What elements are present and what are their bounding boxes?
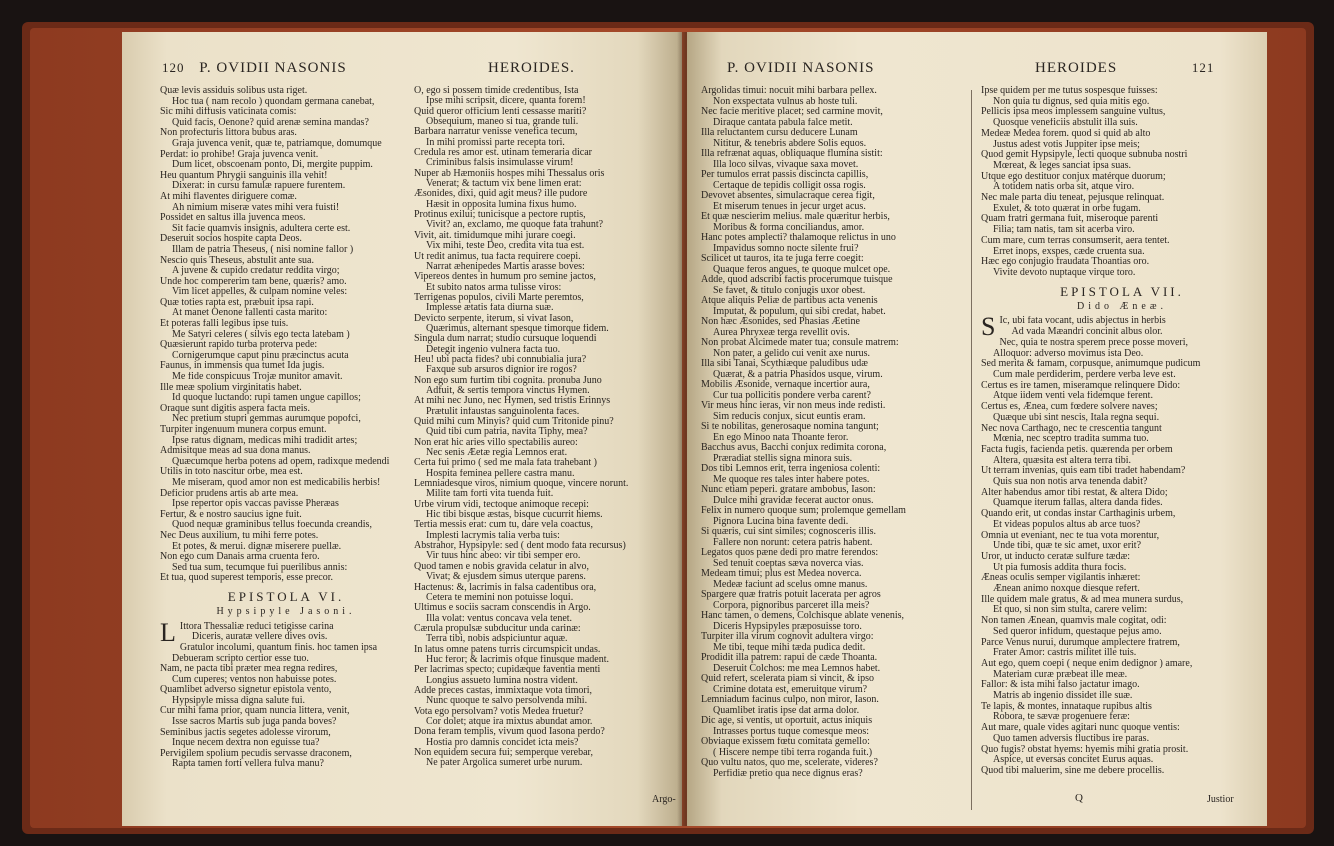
verse-line: Sit facie quamvis insignis, adultera certe est.: [172, 223, 351, 234]
verse-line: Me fide conspicuus Trojæ munitor amavit.: [172, 372, 343, 383]
verse-line: Scilicet ut tauros, ita te juga ferre coegit:: [701, 254, 864, 264]
verse-line: Gratulor incolumi, quantum finis. hoc tamen ipsa: [179, 642, 378, 653]
verse-line: Hoc tua ( nam recolo ) quondam germana canebat,: [172, 96, 375, 107]
verse-line: Mœnia, nec sceptro tradita summa tuo.: [993, 434, 1149, 445]
verse-line: Quo vultu natos, quo me, scelerate, videres?: [701, 758, 878, 768]
verse-line: Nunc etiam peperi. gratare ambobus, Iason:: [701, 485, 876, 495]
drop-cap: S: [981, 312, 996, 342]
verse-line: Pellicis ipsa meos implessem sanguine vultus,: [981, 107, 1166, 118]
verse-line: Te lapis, & montes, innataque rupibus altis: [981, 701, 1152, 712]
verse-line: Vivit? an, exclamo, me quoque fata trahunt?: [426, 220, 604, 231]
verse-line: Quam fratri germana fuit, miseroque parenti: [981, 214, 1159, 225]
verse-line: Faunus, in immensis qua tumet Ida jugis.: [160, 361, 325, 372]
verse-line: Terrigenas populos, civili Marte peremtos,: [414, 292, 584, 303]
verse-line: Abstrahor, Hypsipyle: sed ( dent modo fata recursus): [414, 541, 626, 552]
column-rule: [971, 90, 972, 810]
verse-line: Sed queror infidum, questaque pejus amo.: [993, 626, 1162, 637]
right-head-title: HEROIDES: [1035, 60, 1118, 76]
verse-line: Me miseram, quod amor non est medicabilis herbis!: [172, 477, 381, 488]
verse-line: Non tamen Ænean, quamvis male cogitat, odi:: [981, 616, 1167, 627]
verse-line: Prodidit illa patrem: rapui de cæde Thoanta.: [701, 653, 878, 663]
verse-line: Obviaque exissem fœtu comitata gemello:: [701, 737, 870, 747]
verse-line: Omnia ut eveniant, nec te tua vota morentur,: [981, 530, 1160, 541]
verse-line: Non pater, a gelido cui venit axe nurus.: [713, 348, 871, 359]
verse-line: Quis sua non notis arva tenenda dabit?: [993, 477, 1148, 488]
verse-line: Justus adest votis Juppiter ipse meis;: [993, 139, 1140, 150]
verse-line: Inque necem dextra non eguisse tua?: [172, 738, 320, 749]
verse-line: Non profecturis littora bubus aras.: [160, 128, 297, 139]
verse-line: Dic age, si ventis, ut oportuit, actus iniquis: [701, 716, 873, 726]
verse-line: Imputat, & populum, qui sibi credat, habet.: [713, 306, 886, 317]
verse-line: Medeam timui; plus est Medea noverca.: [701, 569, 862, 579]
verse-line: Credula res amor est. utinam temeraria dicar: [414, 148, 592, 159]
left-page: [122, 32, 682, 826]
verse-line: Dulce mihi gravidæ fecerat auctor onus.: [713, 495, 874, 506]
verse-line: Devicto serpente, iterum, si vivat Iason,: [414, 313, 574, 324]
verse-line: Admisitque meas ad sua dona manus.: [160, 446, 311, 457]
verse-line: Debueram scripto certior esse tuo.: [172, 653, 309, 664]
verse-line: Quærat, & a patria Phasidos usque, virum.: [713, 369, 883, 380]
verse-line: Tertia messis erat: cum tu, dare vela coactus,: [414, 520, 593, 531]
verse-line: Me tibi, teque mihi tæda pudica dedit.: [713, 642, 866, 653]
verse-line: Fallor: & ista mihi falso jactatur imago.: [981, 680, 1140, 691]
verse-line: Alter habendus amor tibi restat, & altera Dido;: [981, 487, 1168, 498]
right-page: [687, 32, 1267, 826]
right-page-column-1: [701, 86, 977, 779]
verse-line: Argolidas timui: nocuit mihi barbara pellex.: [701, 86, 877, 96]
verse-line: Ah nimium miseræ vates mihi vera fuisti!: [172, 202, 340, 213]
verse-line: Et tua, quod superest temporis, esse precor.: [160, 573, 334, 584]
verse-line: Ipse repertor opis vaccas pavisse Pheræas: [172, 499, 339, 510]
verse-line: Quid queror officium lenti cessasse mariti?: [414, 106, 587, 117]
left-head-title: HEROIDES.: [488, 60, 575, 76]
verse-line: Barbara narratur venisse venefica tecum,: [414, 127, 578, 138]
verse-line: Et potes, & merui. dignæ miserere puellæ.: [172, 541, 342, 552]
verse-line: Hanc potes amplecti? thalamoque relictus in uno: [701, 233, 896, 243]
verse-line: Aut ego, quem coepi ( neque enim dedignor ) amare,: [981, 658, 1193, 669]
verse-line: Et miserum tenues in jecur urget acus.: [713, 201, 866, 212]
verse-line: Nam, ne pacta tibi præter mea regna redires,: [160, 664, 338, 675]
verse-line: Et quæ nescierim melius. male quæritur herbis,: [701, 212, 890, 222]
verse-line: ( Hiscere nempe tibi terra roganda fuit.): [713, 747, 873, 758]
verse-line: Ut terram invenias, quis eam tibi tradet habendam?: [981, 466, 1186, 477]
verse-line: Milite tam forti vita tuenda fuit.: [426, 489, 554, 500]
verse-line: O, ego si possem timide credentibus, Ista: [414, 86, 579, 96]
verse-line: Parce Venus nurui, durumque amplectere fratrem,: [981, 637, 1180, 648]
verse-line: Ille meæ spolium virginitatis habet.: [160, 382, 302, 393]
verse-line: Hanc tamen, o demens, Colchisque ablate venenis,: [701, 611, 904, 621]
verse-line: Faxque sub arsuros dignior ire rogos?: [426, 365, 577, 376]
verse-line: Vir meus hinc ieras, vir non meus inde redisti.: [701, 401, 886, 411]
verse-line: Utque ego destituor conjux matérque duorum;: [981, 171, 1166, 182]
verse-line: Nec pretium stupri gemmas aurumque popofci,: [172, 414, 361, 425]
verse-line: Cur tua pollicitis pondere verba carent?: [713, 390, 871, 401]
verse-line: Vim licet appelles, & culpam nomine veles:: [172, 287, 348, 298]
verse-line: Implesse ætatis fata diurna suæ.: [426, 303, 554, 314]
verse-line: Heu quantum Phrygii sanguinis illa vehit!: [160, 170, 328, 181]
verse-line: Per tumulos errat passis discincta capillis,: [701, 170, 869, 180]
verse-line: Frater Amor: castris militet ille tuis.: [993, 648, 1137, 659]
verse-line: Quæcumque herba potens ad opem, radixque medendi: [172, 456, 390, 467]
verse-line: Ittora Thessaliæ reduci tetigisse carina: [179, 621, 334, 632]
verse-line: Certa fui primo ( sed me mala fata trahebant ): [414, 458, 597, 469]
verse-line: Longius assueto lumina nostra vident.: [426, 675, 578, 686]
left-page-column-1: [160, 86, 412, 770]
verse-line: Uror, ut inducto ceratæ sulfure tædæ:: [981, 551, 1131, 562]
verse-line: Sed tenuit coeptas sæva noverca vias.: [713, 558, 864, 569]
verse-line: Ad vada Mæandri concinit albus olor.: [1011, 327, 1163, 338]
left-page-number: 120: [162, 60, 185, 75]
verse-line: Narrat æhenipedes Martis arasse boves:: [426, 261, 585, 272]
epistle-body: [160, 617, 412, 770]
verse-line: Terra tibi, nobis adspiciuntur aquæ.: [426, 634, 568, 645]
verse-line: Dona feram templis, vivum quod Iasona perdo?: [414, 727, 605, 738]
verse-line: Quid refert, scelerata piam si vincit, & ipso: [701, 674, 875, 684]
verse-line: Vix mihi, teste Deo, credita vita tua est.: [426, 241, 585, 252]
verse-line: A juvene & cupido credatur reddita virgo;: [172, 266, 340, 277]
verse-line: Fertur, & e nostro saucius igne fuit.: [160, 509, 302, 520]
verse-line: Et quo, si non sim stulta, carere velim:: [993, 605, 1148, 616]
right-running-head: [1035, 60, 1214, 77]
verse-line: Quod nequæ graminibus tellus foecunda creandis,: [172, 520, 372, 531]
verse-line: Quæ levis assiduis solibus usta riget.: [160, 86, 308, 96]
verse-line: Nuper ab Hæmoniis hospes mihi Thessalus oris: [414, 168, 605, 179]
verse-line: Hactenus: &, lacrimis in falsa cadentibus ora,: [414, 582, 597, 593]
verse-line: In mihi promissi parte recepta tori.: [426, 137, 565, 148]
verse-line: Deficior prudens artis ab arte mea.: [160, 488, 299, 499]
verse-line: Cum mare, cum terras consumserit, aera tentet.: [981, 235, 1170, 246]
verse-line: Se favet, & titulo conjugis uxor obest.: [713, 285, 866, 296]
verse-line: Cum cuperes; ventos non habuisse potes.: [172, 674, 337, 685]
verse-line: Ipse mihi scripsit, dicere, quanta forem!: [426, 96, 586, 107]
verse-line: Nec nova Carthago, nec te crescentia tangunt: [981, 423, 1162, 434]
epistle-title: EPISTOLA VII.: [1060, 283, 1184, 299]
drop-cap: L: [160, 617, 176, 647]
verse-line: Cetera te memini non potuisse loqui.: [426, 592, 574, 603]
verse-line: Lemniadesque viros, nimium quoque, vincere norunt.: [414, 479, 629, 490]
verse-line: Æneas oculis semper vigilantis inhæret:: [981, 573, 1141, 584]
verse-line: Per lacrimas specto; cupidæque faventia menti: [414, 665, 601, 676]
verse-line: Diceris Hypsipyles præposuisse toro.: [713, 621, 862, 632]
verse-line: Me quoque res tales inter habere potes.: [713, 474, 870, 485]
verse-line: Possidet en saltus illa juvenca meos.: [160, 213, 306, 224]
verse-line: Medeæ Medea forem. quod si quid ab alto: [981, 128, 1151, 139]
verse-line: Lemniadum facinus culpo, non miror, Iason.: [701, 695, 879, 705]
verse-line: Non equidem secura fui; semperque verebar,: [414, 748, 593, 758]
verse-line: Nescio quis Theseus, abstulit ante sua.: [160, 255, 314, 266]
verse-line: Spargere quæ fratris potuit lacerata per agros: [701, 590, 881, 600]
verse-line: En ego Minoo nata Thoante feror.: [713, 432, 849, 443]
verse-line: At mihi flaventes diriguere comæ.: [160, 191, 297, 202]
verse-line: Cor dolet; atque ira mixtus abundat amor.: [426, 716, 593, 727]
left-running-head: [162, 60, 347, 77]
verse-line: Robora, te sævæ progenuere feræ:: [993, 712, 1130, 723]
verse-line: Ut pia fumosis addita thura focis.: [993, 562, 1127, 573]
verse-line: Alloquor: adverso movimus ista Deo.: [993, 348, 1144, 359]
verse-line: Hæsit in opposita lumina fixus humo.: [426, 199, 577, 210]
left-catchword: Argo-: [652, 794, 676, 805]
verse-line: Illa refrænat aquas, obliquaque flumina sistit:: [701, 149, 883, 159]
verse-line: Non erat hic aries villo spectabilis aureo:: [414, 437, 578, 448]
verse-line: Quamlibet adverso signetur epistola vento,: [160, 685, 332, 696]
verse-line: Prætulit infaustas sanguinolenta faces.: [426, 406, 580, 417]
verse-line: Adde preces castas, immixtaque vota timori,: [414, 685, 593, 696]
verse-line: Hospita feminea pellere castra manu.: [426, 468, 575, 479]
verse-line: Nititur, & tenebris abdere Solis equos.: [713, 138, 867, 149]
verse-line: Pignora Lucina bina favente dedi.: [713, 516, 849, 527]
verse-line: Id quoque luctando: rupi tamen ungue capillos;: [172, 393, 361, 404]
verse-line: Quærimus, alternant spesque timorque fidem.: [426, 323, 609, 334]
verse-line: Quid facis, Oenone? quid arenæ semina mandas?: [172, 117, 369, 128]
verse-line: Sed tua sum, tecumque fui puerilibus annis:: [172, 562, 348, 573]
verse-line: Vivite devoto nuptaque virque toro.: [993, 267, 1136, 278]
verse-line: Nec senis Æetæ regia Lemnos erat.: [426, 448, 568, 459]
verse-line: Perdat: io prohibe! Graja juvenca venit.: [160, 149, 319, 160]
verse-line: Aspice, ut eversas concitet Eurus aquas.: [993, 755, 1154, 766]
verse-line: Heu! ubi pacta fides? ubi connubialia jura?: [414, 354, 587, 365]
verse-line: Nec facie meritive placet; sed carmine movit,: [701, 107, 883, 117]
verse-line: Ne pater Argolica sumeret urbe nurum.: [426, 758, 583, 769]
verse-line: Dum licet, obscoenam ponto, Di, mergite puppim.: [172, 160, 373, 171]
verse-line: Ultimus e sociis sacram conscendis in Argo.: [414, 603, 591, 614]
verse-line: Aurea Phryxeæ terga revellit ovis.: [713, 327, 850, 338]
verse-line: Adfuit, & sertis tempora vinctus Hymen.: [426, 385, 590, 396]
verse-line: Illam de patria Theseus, ( nisi nomine fallor ): [172, 244, 354, 255]
verse-line: Singula dum narrat; studio cursuque loquendi: [414, 334, 597, 345]
verse-line: Rapta tamen forti vellera fulva manu?: [172, 759, 324, 770]
verse-line: Unde hoc compererim tam bene, quæris? amo.: [160, 276, 347, 287]
verse-line: Quæque ubi sint nescis, Itala regna sequi.: [993, 412, 1160, 423]
verse-line: Et videas populos altus ab arce tuos?: [993, 519, 1141, 530]
verse-line: Vota ego persolvam? votis Medea fruetur?: [414, 706, 584, 717]
verse-line: Quæsierunt rapido turba proterva pede:: [160, 340, 318, 351]
right-head-author: P. OVIDII NASONIS: [727, 60, 875, 76]
verse-line: Non quia tu dignus, sed quia mitis ego.: [993, 96, 1150, 107]
verse-line: Illa loco silvas, vivaque saxa movet.: [713, 159, 859, 170]
verse-line: Isse sacros Martis sub juga panda boves?: [172, 717, 337, 728]
verse-line: Impavidus somno nocte silente frui?: [713, 243, 859, 254]
verse-line: Nunc quoque te salvo persolvenda mihi.: [426, 696, 588, 707]
verse-line: Adde, quod adscribi factis procerumque tuisque: [701, 275, 893, 285]
verse-line: Medeæ faciunt ad scelus omne manus.: [713, 579, 868, 590]
verse-line: Cum male perdiderim, perdere verba leve est.: [993, 369, 1176, 380]
verse-line: Devovet absentes, simulacraque cerea figit,: [701, 191, 875, 201]
verse-line: Intrasses portus tuque comesque meos:: [713, 726, 870, 737]
verse-line: Vipereos dentes in humum pro semine jactos,: [414, 272, 596, 283]
verse-line: Atque iidem venti vela fidemque ferent.: [993, 391, 1153, 402]
verse-line: Æsonides, dixi, quid agit meus? ille pudore: [414, 189, 588, 200]
verse-line: At manet Oenone fallenti casta marito:: [172, 308, 328, 319]
book-cover: [22, 22, 1314, 834]
verse-line: Non probat Alcimede mater tua; consule matrem:: [701, 338, 899, 348]
left-page-column-2: [414, 86, 676, 769]
verse-line: Implesti lacrymis talia verba tuis:: [426, 530, 560, 541]
verse-line: Non ego cum Danais arma cruenta fero.: [160, 552, 320, 563]
verse-line: Hostia pro damnis concidet icta meis?: [426, 737, 579, 748]
verse-line: Quaque feros angues, te quoque mulcet ope.: [713, 264, 891, 275]
verse-line: Crimine dotata est, emeruitque virum?: [713, 684, 868, 695]
verse-line: Huc feror; & lacrimis ofque finusque madent.: [426, 654, 609, 665]
verse-line: Oraque sunt digitis aspera facta meis.: [160, 403, 310, 414]
verse-line: Si te nobilitas, generosaque nomina tangunt;: [701, 422, 879, 432]
verse-line: Venerat; & tactum vix bene limen erat:: [426, 179, 582, 190]
verse-line: Cornigerumque caput pinu præcinctus acuta: [172, 350, 349, 361]
verse-line: Et subito natos arma tulisse viros:: [426, 282, 562, 293]
verse-line: Urbe virum vidi, tectoque animoque recepi:: [414, 499, 589, 510]
verse-line: Quamlibet iratis ipse dat arma dolor.: [713, 705, 860, 716]
verse-line: A totidem natis orba sit, atque viro.: [993, 182, 1135, 193]
verse-line: Criminibus falsis insimulasse virum!: [426, 158, 574, 169]
verse-line: Moribus & forma conciliandus, amor.: [713, 222, 865, 233]
verse-line: Pervigilem spolium pecudis servasse draconem,: [160, 748, 352, 759]
verse-line: Quæ toties rapta est, præbuit ipsa rapi.: [160, 297, 314, 308]
verse-line: Dixerat: in cursu famulæ rapuere furentem.: [172, 181, 346, 192]
right-catchword: Justior: [1207, 794, 1234, 805]
verse-line: Felix in numero quoque sum; prolemque gemellam: [701, 506, 906, 516]
verse-line: Sic mihi diffusis vaticinata comis:: [160, 107, 297, 118]
verse-line: Certus es, Ænea, cum fœdere solvere naves;: [981, 402, 1158, 413]
verse-line: Aut mare, quale vides agitari nunc quoque ventis:: [981, 723, 1180, 734]
verse-line: Graja juvenca venit, quæ te, patriamque, domumque: [172, 138, 382, 149]
verse-line: Sed merita & famam, corpusque, animumque pudicum: [981, 359, 1201, 370]
verse-line: Dos tibi Lemnos erit, terra ingeniosa colenti:: [701, 464, 881, 474]
verse-line: Quid mihi cum Minyis? quid cum Tritonide pinu?: [414, 417, 614, 427]
verse-line: Quod tibi maluerim, sine me debere procellis.: [981, 766, 1165, 776]
verse-line: Nec Deus auxilium, tu mihi ferre potes.: [160, 530, 319, 541]
verse-line: Ænean animo noxque diesque refert.: [993, 584, 1140, 595]
verse-line: Perfidiæ pretio qua nece dignus eras?: [713, 768, 863, 779]
verse-line: Ic, ubi fata vocant, udis abjectus in herbis: [999, 316, 1166, 327]
verse-line: Hypsipyle missa digna salute fui.: [172, 695, 306, 706]
verse-line: Si quæris, cui sint similes; cognosceris illis.: [701, 527, 876, 537]
verse-line: Quid tibi cum patria, navita Tiphy, mea?: [426, 427, 588, 438]
verse-line: Ille quidem male gratus, & ad mea munera surdus,: [981, 594, 1184, 605]
verse-line: Atque aliquis Peliæ de partibus acta venenis: [701, 296, 878, 306]
verse-line: Cærula propulsæ subducitur unda carinæ:: [414, 623, 581, 634]
right-page-number: 121: [1191, 60, 1215, 75]
verse-line: Detegit ingenio vulnera facta tuo.: [426, 344, 561, 355]
verse-line: Hæc ego conjugio fraudata Thoantias oro.: [981, 257, 1150, 268]
verse-line: Quosque veneficiis abstulit illa suis.: [993, 118, 1138, 129]
verse-line: Præradiat stellis signa minora suis.: [713, 453, 853, 464]
epistle-body: [981, 312, 1263, 776]
verse-line: Turpiter illa virum cognovit adultera virgo:: [701, 632, 874, 642]
verse-line: Altera, quæsita est altera terra tibi.: [993, 455, 1132, 466]
verse-line: Filia; tam natis, tam sit acerba viro.: [993, 225, 1135, 236]
verse-line: Vivat; & ejusdem simus uterque parens.: [426, 572, 586, 583]
verse-line: Certus es ire tamen, miseramque relinquere Dido:: [981, 380, 1181, 391]
verse-line: Quod tamen e nobis gravida celatur in alvo,: [414, 561, 589, 572]
verse-line: Non ego sum furtim tibi cognita. pronuba Juno: [414, 375, 602, 386]
verse-line: Et poteras falli legibus ipse tuis.: [160, 319, 289, 330]
left-head-author: P. OVIDII NASONIS: [199, 60, 347, 76]
verse-line: Cur mihi fama prior, quam nuncia littera, venit,: [160, 706, 350, 717]
verse-line: Mœreat, & leges sanciat ipsa suas.: [993, 160, 1132, 171]
verse-line: Diraque cantata pabula falce metit.: [713, 117, 853, 128]
verse-line: Facta fugis, facienda petis. quærenda per orbem: [981, 444, 1173, 455]
signature-mark: Q: [1075, 792, 1083, 804]
verse-line: Illa sibi Tanai, Scythiæque paludibus udæ: [701, 359, 868, 369]
verse-line: Illa reluctantem cursu deducere Lunam: [701, 128, 858, 138]
verse-line: Quo tamen adversis fluctibus ire paras.: [993, 733, 1150, 744]
verse-line: Ipse ratus dignam, medicas mihi tradidit artes;: [172, 435, 358, 446]
verse-line: Materiam curæ præbeat ille meæ.: [993, 669, 1128, 680]
verse-line: Utilis in toto nascitur orbe, mea est.: [160, 467, 303, 478]
verse-line: Quod gemit Hypsipyle, lecti quoque subnuba nostri: [981, 150, 1188, 161]
verse-line: Quamque iterum fallas, altera danda fides.: [993, 498, 1163, 509]
verse-line: Me Satyri celeres ( silvis ego tecta latebam ): [172, 329, 350, 340]
verse-line: Nec male parta diu teneat, pejusque relinquat.: [981, 193, 1165, 204]
verse-line: Protinus exilui; tunicisque a pectore ruptis,: [414, 210, 586, 221]
verse-line: Corpora, pignoribus parceret illa meis?: [713, 600, 870, 611]
verse-line: Quo fugis? obstat hyems: hyemis mihi gratia prosit.: [981, 744, 1189, 755]
verse-line: Quando erit, ut condas instar Carthaginis urbem,: [981, 509, 1176, 520]
verse-line: Turpiter ingenuum munera corpus emunt.: [160, 425, 327, 435]
verse-line: Vivit, ait. timidumque mihi jurare coegi.: [414, 230, 576, 241]
verse-line: Sim reducis conjux, sicut euntis eram.: [713, 411, 866, 422]
verse-line: Non hæc Æsonides, sed Phasias Æetine: [701, 317, 860, 327]
right-page-column-2: [981, 86, 1263, 777]
epistle-title: EPISTOLA VI.: [227, 588, 345, 604]
verse-line: Legatos quos pæne dedi pro matre ferendos:: [701, 548, 879, 558]
verse-line: Bacchus avus, Bacchi conjux redimita corona,: [701, 443, 887, 453]
verse-line: Deseruit socios hospite capta Deos.: [160, 234, 302, 245]
verse-line: Exulet, & toto quærat in orbe fugam.: [993, 203, 1141, 214]
verse-line: Fallere non norunt: cetera patris habent.: [713, 537, 873, 548]
verse-line: Nec, quia te nostra sperem prece posse moveri,: [999, 337, 1189, 348]
verse-line: Hic tibi bisque æstas, bisque cucurrit hiems.: [426, 510, 603, 521]
verse-line: Obsequium, maneo si tua, grande tuli.: [426, 117, 579, 128]
verse-line: In latus omne patens turris circumspicit undas.: [414, 644, 601, 655]
verse-line: At mihi nec Juno, nec Hymen, sed tristis Erinnys: [414, 396, 611, 407]
verse-line: Non exspectata vulnus ab hoste tuli.: [713, 96, 858, 107]
epistle-subtitle: Hypsipyle Jasoni.: [216, 605, 356, 617]
verse-line: Matris ab ingenio dissidet ille suæ.: [993, 691, 1133, 702]
verse-line: Mobilis Æsonide, vernaque incertior aura,: [701, 380, 870, 390]
verse-line: Diceris, auratæ vellere dives ovis.: [191, 632, 328, 643]
verse-line: Erret inops, exspes, cæde cruenta sua.: [993, 246, 1145, 257]
verse-line: Deseruit Colchos: me mea Lemnos habet.: [713, 663, 881, 674]
verse-line: Illa volat: ventus concava vela tenet.: [426, 613, 573, 624]
verse-line: Vir tuus hinc abeo: vir tibi semper ero.: [426, 551, 581, 562]
verse-line: Ut redit animus, tua facta requirere coepi.: [414, 251, 581, 262]
verse-line: Ipse quidem per me tutus sospesque fuisses:: [981, 86, 1158, 96]
verse-line: Certaque de tepidis colligit ossa rogis.: [713, 180, 866, 191]
verse-line: Unde tibi, quæ te sic amet, uxor erit?: [993, 541, 1142, 552]
verse-line: Seminibus jactis segetes adolesse virorum,: [160, 727, 331, 738]
epistle-subtitle: Dido Æneæ.: [1077, 300, 1167, 312]
